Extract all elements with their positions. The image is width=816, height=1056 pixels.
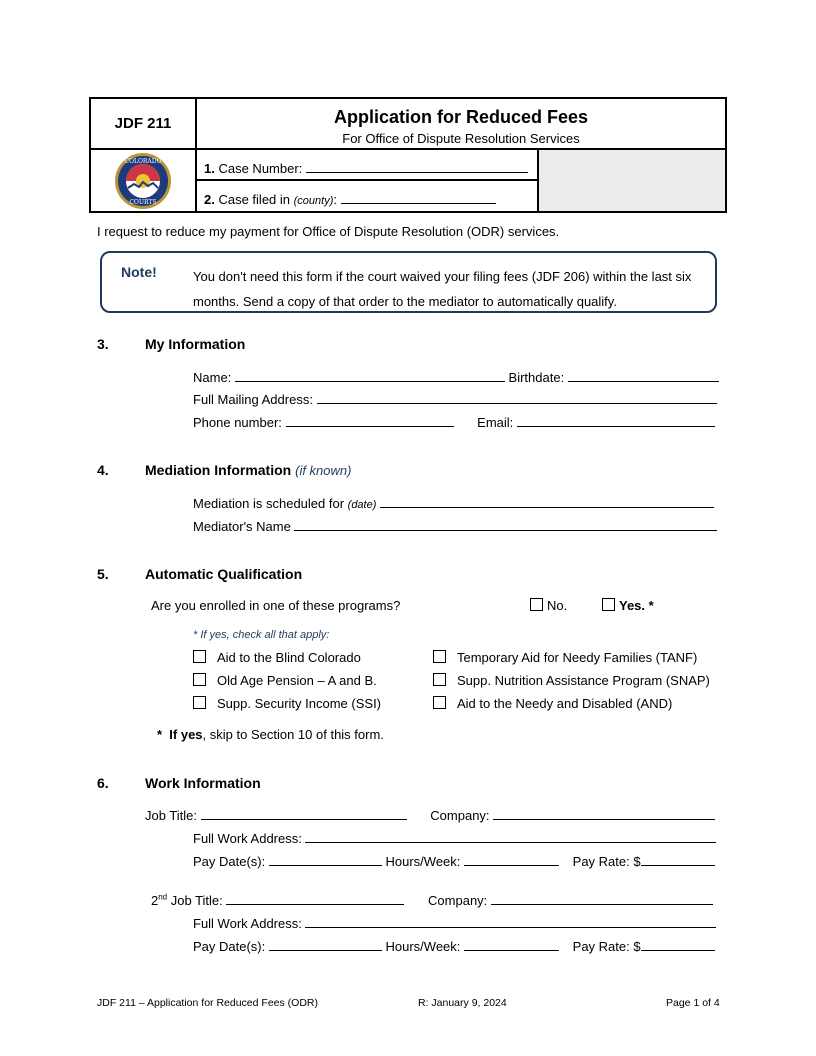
section-5-title: Automatic Qualification [145,566,303,582]
program-option[interactable] [433,673,710,688]
second-hours-label: Hours/Week: [385,939,461,954]
second-hours-input[interactable] [464,938,559,951]
program-label: Supp. Security Income (SSI) [217,696,382,711]
no-checkbox[interactable] [530,598,543,611]
company-input[interactable] [493,807,715,820]
second-job-title-field[interactable] [151,892,713,908]
section-3-number: 3. [97,336,109,352]
name-input[interactable] [235,369,505,382]
skip-rest: , skip to Section 10 of this form. [202,727,384,742]
job-title-field[interactable] [145,807,715,823]
case-number-num: 1. [204,161,215,176]
birthdate-input[interactable] [568,369,719,382]
footer-page-number: Page 1 of 4 [666,997,720,1009]
program-label: Supp. Nutrition Assistance Program (SNAP) [457,673,710,688]
enrolled-no-option[interactable] [530,598,567,613]
case-number-label: Case Number: [218,161,303,176]
note-box [100,251,717,313]
mediation-date-field[interactable] [193,495,714,511]
second-company-input[interactable] [491,892,713,905]
hours-label: Hours/Week: [385,854,461,869]
section-4-title-text: Mediation Information [145,462,292,478]
case-number-field[interactable] [197,150,539,181]
no-label: No. [547,598,568,613]
form-subtitle: For Office of Dispute Resolution Services [342,131,580,146]
job-title-input[interactable] [201,807,407,820]
second-company-label: Company: [428,893,488,908]
checkbox[interactable] [193,696,206,709]
work-address-input[interactable] [305,830,716,843]
mediation-date-label: Mediation is scheduled for [193,496,345,511]
skip-note [157,727,384,742]
court-use-box [539,150,725,211]
work-address-field[interactable] [193,830,716,846]
second-pay-dates-input[interactable] [269,938,382,951]
section-4-number: 4. [97,462,109,478]
yes-checkbox[interactable] [602,598,615,611]
pay-rate-input[interactable] [641,853,715,866]
program-label: Old Age Pension – A and B. [217,673,377,688]
footer-form-name: JDF 211 – Application for Reduced Fees (ODR) [97,997,318,1009]
form-header [89,97,727,213]
footer-revision-date: R: January 9, 2024 [418,997,507,1009]
pay-info-field[interactable] [193,853,715,869]
program-label: Temporary Aid for Needy Families (TANF) [457,650,698,665]
skip-star: * [157,727,163,742]
second-work-address-field[interactable] [193,915,716,931]
hours-input[interactable] [464,853,559,866]
checkbox[interactable] [433,696,446,709]
section-6-title: Work Information [145,775,261,791]
program-label: Aid to the Needy and Disabled (AND) [457,696,673,711]
mailing-address-input[interactable] [317,391,717,404]
email-label: Email: [477,415,514,430]
phone-label: Phone number: [193,415,282,430]
pay-dates-label: Pay Date(s): [193,854,266,869]
note-label: Note! [121,264,157,280]
note-text: You don't need this form if the court waived your filing fees (JDF 206) within the last six months. Send a copy of that order to the mediator to automatically qualify. [193,269,692,309]
second-work-address-label: Full Work Address: [193,916,302,931]
section-6-number: 6. [97,775,109,791]
email-input[interactable] [517,414,715,427]
mailing-address-label: Full Mailing Address: [193,392,313,407]
second-job-title-label: Job Title: [167,893,223,908]
pay-rate-label: Pay Rate: $ [572,854,641,869]
form-title-cell [197,99,725,150]
case-filed-label: Case filed in [218,192,291,207]
program-option[interactable] [193,696,381,711]
second-prefix: 2 [151,893,159,908]
form-title: Application for Reduced Fees [333,107,589,127]
yes-star: * [645,598,654,613]
second-pay-rate-input[interactable] [641,938,715,951]
case-number-input[interactable] [306,160,528,173]
mediation-date-hint: (date) [347,499,377,511]
colon: : [333,192,338,207]
case-filed-county-hint: (county) [293,195,334,207]
checkbox[interactable] [193,673,206,686]
birthdate-label: Birthdate: [508,370,565,385]
enrolled-question: Are you enrolled in one of these programs? [151,598,401,613]
svg-text:COURTS: COURTS [129,198,157,206]
program-label: Aid to the Blind Colorado [217,650,361,665]
second-pay-info-field[interactable] [193,938,715,954]
phone-input[interactable] [286,414,454,427]
colorado-courts-seal-icon [91,150,197,211]
mediation-date-input[interactable] [380,495,714,508]
checkbox[interactable] [433,673,446,686]
check-instruction: * If yes, check all that apply: [193,629,330,641]
work-address-label: Full Work Address: [193,831,302,846]
second-job-title-input[interactable] [226,892,404,905]
case-filed-input[interactable] [341,191,496,204]
pay-dates-input[interactable] [269,853,382,866]
phone-email-field[interactable] [193,414,715,430]
program-option[interactable] [193,673,377,688]
name-label: Name: [193,370,232,385]
section-4-title-note: (if known) [295,463,352,478]
checkbox[interactable] [193,650,206,663]
mediator-name-label: Mediator's Name [193,519,291,534]
second-work-address-input[interactable] [305,915,716,928]
company-label: Company: [430,808,490,823]
yes-label: Yes. [619,598,646,613]
program-option[interactable] [433,650,697,665]
section-3-title: My Information [145,336,246,352]
second-pay-dates-label: Pay Date(s): [193,939,266,954]
second-pay-rate-label: Pay Rate: $ [572,939,641,954]
section-5-number: 5. [97,566,109,582]
second-sup: nd [158,892,168,902]
intro-text: I request to reduce my payment for Office of Dispute Resolution (ODR) services. [97,224,560,239]
section-4-title [145,462,351,478]
checkbox[interactable] [433,650,446,663]
case-filed-num: 2. [204,192,215,207]
mediator-name-field[interactable] [193,518,717,534]
enrolled-yes-option[interactable] [602,598,654,613]
mailing-address-field[interactable] [193,391,717,407]
mediator-name-input[interactable] [294,518,717,531]
svg-text:COLORADO: COLORADO [124,157,162,165]
case-filed-field[interactable] [197,181,539,211]
job-title-label: Job Title: [145,808,198,823]
skip-bold: If yes [169,727,203,742]
name-field[interactable] [193,369,719,385]
form-id: JDF 211 [91,99,197,150]
program-option[interactable] [193,650,361,665]
program-option[interactable] [433,696,672,711]
